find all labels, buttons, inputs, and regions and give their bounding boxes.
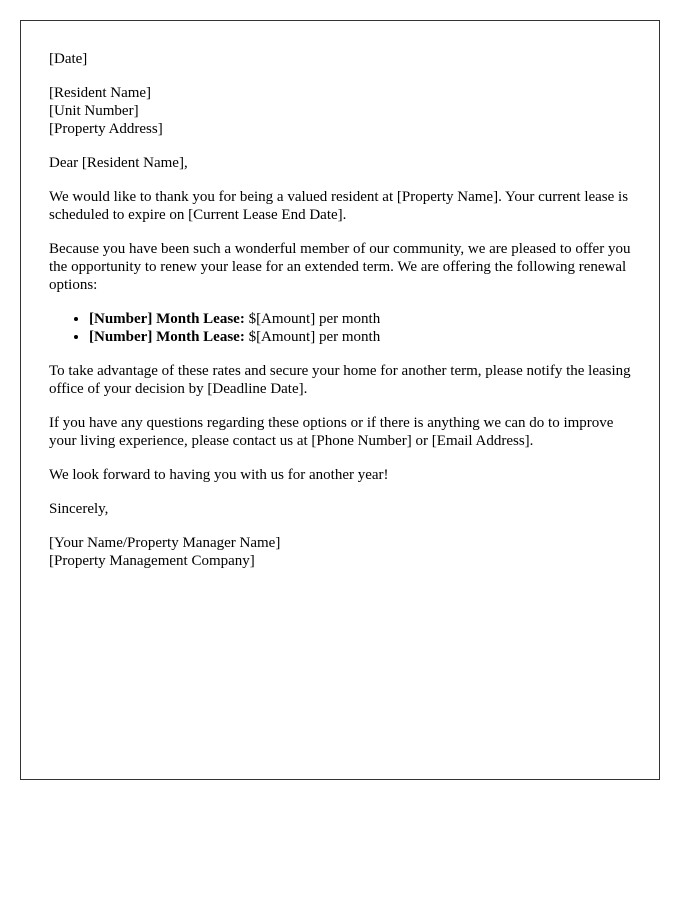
renewal-option bbox=[89, 310, 631, 328]
renewal-option-price: $[Amount] per month bbox=[244, 311, 381, 327]
recipient-name: [Resident Name] bbox=[49, 85, 152, 101]
letter-date: [Date] bbox=[49, 51, 88, 67]
recipient-address: [Property Address] bbox=[49, 121, 163, 137]
renewal-option-label: [Number] Month Lease: bbox=[89, 329, 245, 345]
paragraph-contact: If you have any questions regarding these options or if there is anything we can do to improve your living experience, please contact us at [Phone Number] or [Email Address]. bbox=[49, 415, 614, 449]
renewal-option-label: [Number] Month Lease: bbox=[89, 311, 245, 327]
renewal-option-price: $[Amount] per month bbox=[244, 329, 381, 345]
renewal-option bbox=[89, 328, 631, 346]
signature-company: [Property Management Company] bbox=[49, 553, 255, 569]
paragraph-thanks: We would like to thank you for being a valued resident at [Property Name]. Your current lease is scheduled to expire on [Current Lease End Date]. bbox=[49, 189, 629, 223]
letter-page bbox=[20, 20, 660, 780]
recipient-block bbox=[49, 84, 631, 138]
signature-name: [Your Name/Property Manager Name] bbox=[49, 535, 281, 551]
closing: Sincerely, bbox=[49, 501, 109, 517]
renewal-options-list bbox=[49, 310, 631, 346]
recipient-unit: [Unit Number] bbox=[49, 103, 139, 119]
paragraph-closing-remark: We look forward to having you with us for another year! bbox=[49, 467, 389, 483]
paragraph-offer: Because you have been such a wonderful member of our community, we are pleased to offer you the opportunity to renew your lease for an extended term. We are offering the following renewal options: bbox=[49, 241, 631, 293]
salutation: Dear [Resident Name], bbox=[49, 155, 188, 171]
paragraph-deadline: To take advantage of these rates and secure your home for another term, please notify the leasing office of your decision by [Deadline Date]. bbox=[49, 363, 631, 397]
signature-block bbox=[49, 534, 631, 570]
